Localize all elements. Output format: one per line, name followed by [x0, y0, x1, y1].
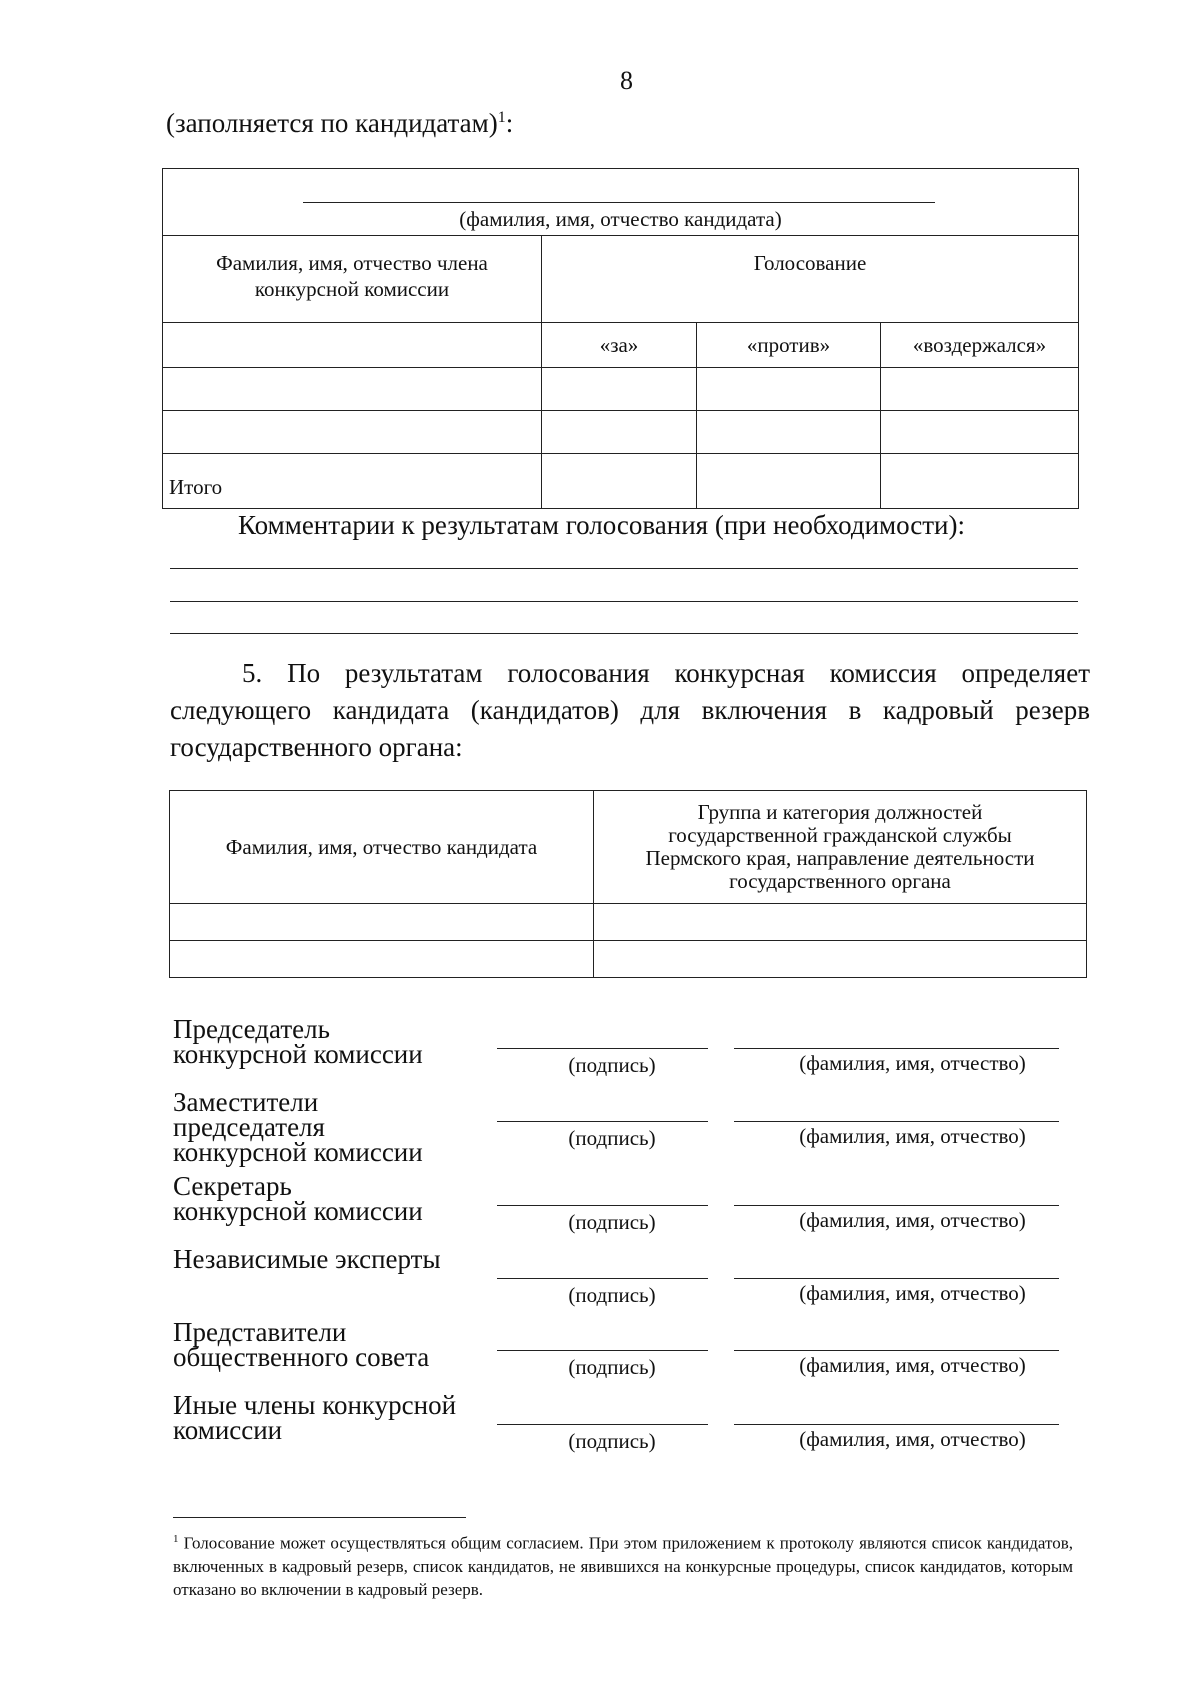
name-line[interactable]	[734, 1205, 1059, 1206]
section-5-paragraph	[170, 655, 1090, 766]
option-against-header: «против»	[697, 323, 881, 368]
total-label: Итого	[163, 454, 542, 509]
table-row	[163, 368, 1079, 411]
section-5-number: 5.	[242, 658, 263, 688]
role-chairman	[173, 1014, 423, 1069]
comment-line[interactable]	[170, 568, 1078, 569]
candidate-column-header: Фамилия, имя, отчество кандидата	[170, 791, 594, 904]
signature-caption: (подпись)	[568, 1283, 656, 1307]
signature-line[interactable]	[497, 1424, 708, 1425]
empty-cell[interactable]	[881, 411, 1079, 454]
name-caption: (фамилия, имя, отчество)	[799, 1281, 1026, 1305]
role-line: конкурсной комиссии	[173, 1196, 423, 1226]
role-experts	[173, 1244, 441, 1274]
role-line: Независимые эксперты	[173, 1244, 441, 1274]
name-line[interactable]	[734, 1048, 1059, 1049]
name-caption: (фамилия, имя, отчество)	[799, 1051, 1026, 1075]
total-row	[163, 454, 1079, 509]
reserve-table	[169, 790, 1087, 978]
signature-caption: (подпись)	[568, 1210, 656, 1234]
table-row	[163, 411, 1079, 454]
option-abstain-header: «воздержался»	[881, 323, 1079, 368]
voting-table	[162, 168, 1079, 509]
signature-line[interactable]	[497, 1048, 708, 1049]
signature-caption: (подпись)	[568, 1355, 656, 1379]
role-line: конкурсной комиссии	[173, 1137, 423, 1167]
role-line: Заместители	[173, 1087, 319, 1117]
total-against-cell[interactable]	[697, 454, 881, 509]
name-line[interactable]	[734, 1424, 1059, 1425]
role-line: Представители	[173, 1317, 347, 1347]
signature-caption: (подпись)	[568, 1126, 656, 1150]
role-line: Председатель	[173, 1014, 330, 1044]
role-secretary	[173, 1171, 423, 1226]
empty-cell[interactable]	[170, 941, 594, 978]
table-row	[170, 904, 1087, 941]
footnote	[173, 1528, 1073, 1601]
candidate-name-caption: (фамилия, имя, отчество кандидата)	[459, 207, 782, 231]
footnote-mark: 1	[173, 1533, 179, 1545]
comments-label: Комментарии к результатам голосования (при необходимости):	[238, 510, 965, 540]
name-line[interactable]	[734, 1278, 1059, 1279]
intro-line	[166, 108, 513, 139]
signature-line[interactable]	[497, 1205, 708, 1206]
empty-cell[interactable]	[542, 368, 697, 411]
signature-line[interactable]	[497, 1350, 708, 1351]
comment-line[interactable]	[170, 601, 1078, 602]
role-line: общественного совета	[173, 1342, 430, 1372]
position-column-header	[594, 791, 1087, 904]
role-public-council	[173, 1317, 430, 1372]
empty-cell[interactable]	[170, 904, 594, 941]
empty-cell[interactable]	[163, 411, 542, 454]
position-header-line: государственного органа	[729, 869, 951, 893]
role-other-members	[173, 1390, 457, 1445]
section-5-text: По результатам голосования конкурсная комиссия определяет следующего кандидата (кандидатов) для включения в кадровый резерв государственного органа:	[170, 658, 1091, 762]
intro-text: (заполняется по кандидатам)	[166, 108, 498, 138]
signature-caption: (подпись)	[568, 1429, 656, 1453]
role-line: Секретарь	[173, 1171, 292, 1201]
name-line[interactable]	[734, 1121, 1059, 1122]
role-line: комиссии	[173, 1415, 283, 1445]
empty-cell[interactable]	[163, 368, 542, 411]
candidate-name-cell[interactable]	[163, 169, 1079, 236]
role-line: председателя	[173, 1112, 325, 1142]
name-caption: (фамилия, имя, отчество)	[799, 1208, 1026, 1232]
empty-cell[interactable]	[697, 368, 881, 411]
page-number: 8	[620, 66, 633, 95]
member-name-input-cell[interactable]	[163, 323, 542, 368]
empty-cell[interactable]	[594, 941, 1087, 978]
empty-cell[interactable]	[594, 904, 1087, 941]
footnote-separator	[173, 1517, 466, 1518]
total-for-cell[interactable]	[542, 454, 697, 509]
signature-line[interactable]	[497, 1121, 708, 1122]
empty-cell[interactable]	[881, 368, 1079, 411]
name-caption: (фамилия, имя, отчество)	[799, 1124, 1026, 1148]
name-line[interactable]	[734, 1350, 1059, 1351]
comment-line[interactable]	[170, 633, 1078, 634]
position-header-line: Группа и категория должностей	[697, 800, 983, 824]
role-line: Иные члены конкурсной	[173, 1390, 457, 1420]
signature-line[interactable]	[497, 1278, 708, 1279]
role-line: конкурсной комиссии	[173, 1039, 423, 1069]
intro-suffix: :	[505, 108, 514, 138]
member-column-header	[163, 236, 542, 323]
position-header-line: государственной гражданской службы	[668, 823, 1012, 847]
table-row	[170, 941, 1087, 978]
name-caption: (фамилия, имя, отчество)	[799, 1427, 1026, 1451]
empty-cell[interactable]	[542, 411, 697, 454]
empty-cell[interactable]	[697, 411, 881, 454]
candidate-name-line	[303, 202, 935, 203]
option-for-header: «за»	[542, 323, 697, 368]
total-abstain-cell[interactable]	[881, 454, 1079, 509]
name-caption: (фамилия, имя, отчество)	[799, 1353, 1026, 1377]
position-header-line: Пермского края, направление деятельности	[645, 846, 1035, 870]
footnote-ref: 1	[497, 109, 506, 126]
member-column-header-text: Фамилия, имя, отчество члена конкурсной комиссии	[216, 251, 488, 301]
role-deputies	[173, 1087, 423, 1167]
voting-column-header: Голосование	[542, 236, 1079, 323]
footnote-text: Голосование может осуществляться общим согласием. При этом приложением к протоколу являются список кандидатов, включенных в кадровый резерв, список кандидатов, не явившихся на конкурсные процедуры, список кандидатов, которым отказано во включении в кадровый резерв.	[173, 1533, 1074, 1599]
signature-caption: (подпись)	[568, 1053, 656, 1077]
